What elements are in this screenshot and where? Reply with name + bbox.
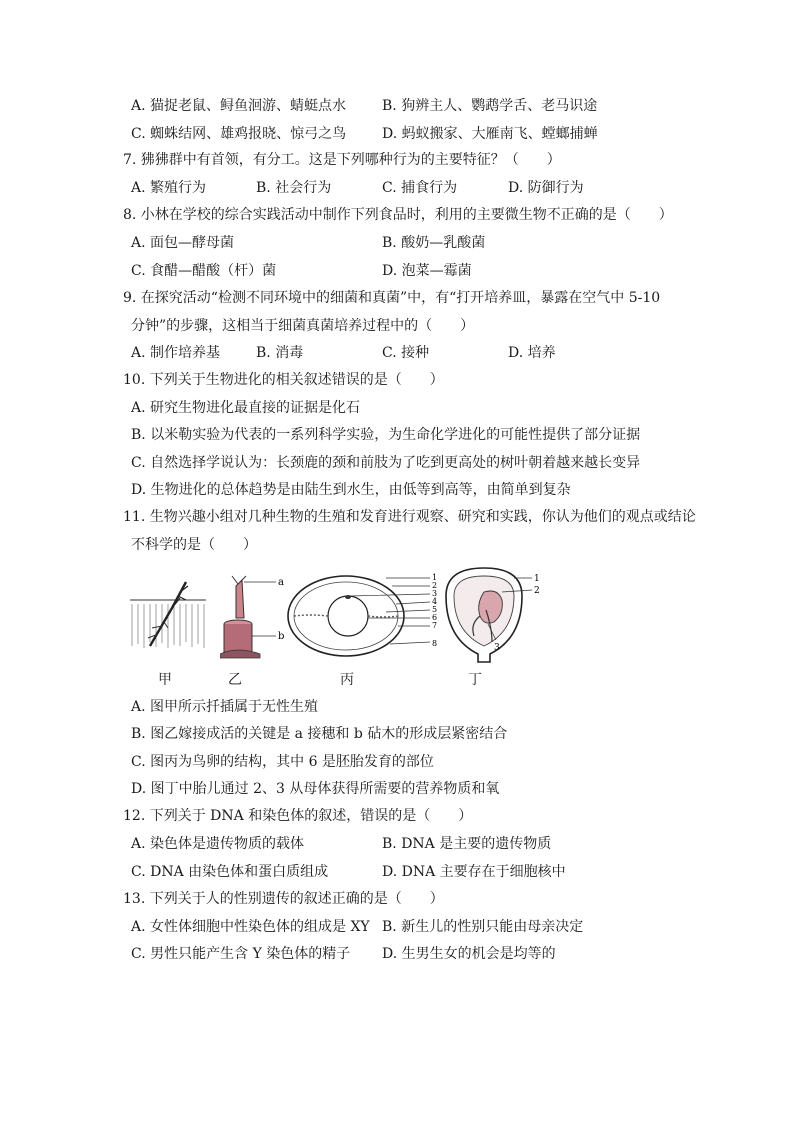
q7-option-a: A. 繁殖行为 xyxy=(131,180,207,196)
q6-option-a: A. 猫捉老鼠、鲟鱼洄游、蜻蜓点水 xyxy=(131,98,347,114)
figure-yi-grafting xyxy=(220,574,292,660)
q7-option-b: B. 社会行为 xyxy=(256,180,332,196)
figure-jia-cutting xyxy=(128,578,208,650)
q8-option-b: B. 酸奶—乳酸菌 xyxy=(382,235,486,251)
q6-option-d: D. 蚂蚁搬家、大雁南飞、螳螂捕蝉 xyxy=(382,126,598,142)
q11-stem-line2: 不科学的是（ ） xyxy=(131,537,257,553)
bing-mark-7: 7 xyxy=(432,621,438,630)
q11-option-c: C. 图丙为鸟卵的结构，其中 6 是胚胎发育的部位 xyxy=(131,754,434,770)
q11-option-a: A. 图甲所示扦插属于无性生殖 xyxy=(131,699,319,715)
q8-stem: 8. 小林在学校的综合实践活动中制作下列食品时，利用的主要微生物不正确的是（ ） xyxy=(123,207,673,223)
bing-mark-8: 8 xyxy=(432,639,438,648)
q12-stem: 12. 下列关于 DNA 和染色体的叙述，错误的是（ ） xyxy=(123,808,473,824)
ding-mark-2: 2 xyxy=(534,586,540,596)
figure-label-bing: 丙 xyxy=(340,672,354,688)
q13-option-a: A. 女性体细胞中性染色体的组成是 XY xyxy=(131,919,370,935)
q7-option-d: D. 防御行为 xyxy=(508,180,584,196)
bing-mark-5: 5 xyxy=(432,605,438,614)
q10-option-a: A. 研究生物进化最直接的证据是化石 xyxy=(131,400,361,416)
q9-option-c: C. 接种 xyxy=(382,345,430,361)
q10-stem: 10. 下列关于生物进化的相关叙述错误的是（ ） xyxy=(123,372,444,388)
q12-option-b: B. DNA 是主要的遗传物质 xyxy=(382,836,552,852)
q6-option-b: B. 狗辨主人、鹦鹉学舌、老马识途 xyxy=(382,98,598,114)
q7-stem: 7. 狒狒群中有首领，有分工。这是下列哪种行为的主要特征？（ ） xyxy=(123,152,561,168)
q9-stem-line1: 9. 在探究活动“检测不同环境中的细菌和真菌”中，有“打开培养皿，暴露在空气中 5-10 xyxy=(123,290,661,306)
figure-ding-fetus xyxy=(440,566,546,666)
q11-figures xyxy=(128,566,568,696)
figure-bing-egg xyxy=(286,566,446,666)
bing-mark-2: 2 xyxy=(432,581,438,590)
q13-option-d: D. 生男生女的机会是均等的 xyxy=(382,946,556,962)
q12-option-c: C. DNA 由染色体和蛋白质组成 xyxy=(131,864,329,880)
q13-option-c: C. 男性只能产生含 Y 染色体的精子 xyxy=(131,946,351,962)
q13-option-b: B. 新生儿的性别只能由母亲决定 xyxy=(382,919,584,935)
q11-option-b: B. 图乙嫁接成活的关键是 a 接穗和 b 砧木的形成层紧密结合 xyxy=(131,726,508,742)
q9-option-b: B. 消毒 xyxy=(256,345,304,361)
q9-stem-line2: 分钟”的步骤，这相当于细菌真菌培养过程中的（ ） xyxy=(131,318,475,334)
q8-option-a: A. 面包—酵母菌 xyxy=(131,235,235,251)
q6-option-c: C. 蜘蛛结网、雄鸡报晓、惊弓之鸟 xyxy=(131,126,347,142)
q11-stem-line1: 11. 生物兴趣小组对几种生物的生殖和发育进行观察、研究和实践，你认为他们的观点或结论 xyxy=(123,509,696,525)
ding-mark-1: 1 xyxy=(534,574,540,584)
q13-stem: 13. 下列关于人的性别遗传的叙述正确的是（ ） xyxy=(123,891,444,907)
figure-label-ding: 丁 xyxy=(468,672,482,688)
q10-option-b: B. 以米勒实验为代表的一系列科学实验，为生命化学进化的可能性提供了部分证据 xyxy=(131,427,641,443)
q10-option-d: D. 生物进化的总体趋势是由陆生到水生，由低等到高等，由简单到复杂 xyxy=(131,482,571,498)
q9-option-a: A. 制作培养基 xyxy=(131,345,221,361)
q8-option-c: C. 食醋—醋酸（杆）菌 xyxy=(131,263,277,279)
bing-mark-6: 6 xyxy=(432,613,438,622)
yi-mark-b: b xyxy=(278,631,285,642)
q12-option-a: A. 染色体是遗传物质的载体 xyxy=(131,836,305,852)
q9-option-d: D. 培养 xyxy=(508,345,556,361)
q12-option-d: D. DNA 主要存在于细胞核中 xyxy=(382,864,566,880)
q8-option-d: D. 泡菜—霉菌 xyxy=(382,263,472,279)
bing-mark-3: 3 xyxy=(432,589,438,598)
q11-option-d: D. 图丁中胎儿通过 2、3 从母体获得所需要的营养物质和氧 xyxy=(131,781,500,797)
yi-mark-a: a xyxy=(278,577,284,588)
figure-label-yi: 乙 xyxy=(228,672,242,688)
figure-label-jia: 甲 xyxy=(158,672,172,688)
bing-mark-1: 1 xyxy=(432,573,438,582)
bing-mark-4: 4 xyxy=(432,597,438,606)
ding-mark-3: 3 xyxy=(494,643,500,653)
q7-option-c: C. 捕食行为 xyxy=(382,180,458,196)
q10-option-c: C. 自然选择学说认为：长颈鹿的颈和前肢为了吃到更高处的树叶朝着越来越长变异 xyxy=(131,455,641,471)
